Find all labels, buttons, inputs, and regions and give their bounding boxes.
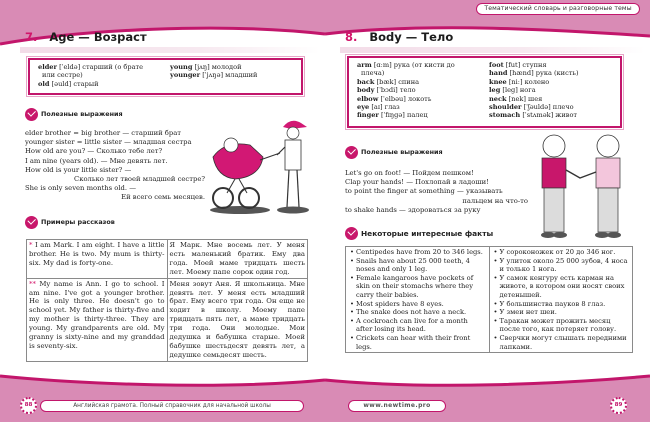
story-russian: Меня зовут Аня. Я школьница. Мне девять лет. У меня есть младший брат. Ему всего три года. Он еще не ходит в школу. Моему папе тридцать пять лет, а маме тридцать три года. Они молодые. Мои дедушка и бабушка старые. Моей бабушке шестьдесят девять лет, а дедушке семьдесят шесть. [167, 278, 308, 361]
story-english: * I am Mark. I am eight. I have a little brother. He is two. My mum is thirty-six. My dad is forty-one. [27, 240, 168, 279]
vocab-entry: younger [ˈjʌŋə] младший [170, 71, 258, 80]
book-title-footer: Английская грамота. Полный справочник для начальной школы [40, 400, 304, 412]
story-row [27, 240, 308, 279]
section-number: 7. [25, 30, 38, 44]
phrase-line: How old is your little sister? — [25, 165, 132, 174]
interesting-facts-table [345, 246, 633, 353]
section-header-tab: Тематический словарь и разговорные темы [476, 3, 640, 15]
section-title [345, 30, 453, 46]
phrase-line: How old are you? — Сколько тебе лет? [25, 147, 163, 156]
vocab-entry: leg [leg] нога [489, 86, 536, 95]
story-row [27, 278, 308, 361]
fact-item: • У змеи нет шеи. [493, 308, 630, 317]
fact-item: • Female kangaroos have pockets of skin on their stomachs where they carry their babies. [349, 274, 486, 300]
fact-item: • Snails have about 25 000 teeth, 4 noses and only 1 leg. [349, 257, 486, 274]
checkmark-icon [25, 108, 38, 121]
page-number-right: 89 [610, 397, 627, 414]
fact-item: • У самок кенгуру есть карман на животе, в котором они носят своих детенышей. [493, 274, 630, 300]
useful-expressions-list [345, 169, 528, 215]
vocab-entry: hand [hænd] рука (кисть) [489, 69, 579, 78]
phrase-line: Let's go on foot! — Пойдем пешком! [345, 169, 474, 177]
useful-expressions-list [25, 129, 205, 203]
fact-item: • У большинства пауков 8 глаз. [493, 300, 630, 309]
useful-expressions-heading: Полезные выражения [345, 145, 443, 159]
facts-english [346, 247, 490, 353]
fact-item: • У сороконожек от 20 до 346 ног. [493, 248, 630, 257]
facts-row [346, 247, 633, 353]
vocabulary-box [347, 56, 622, 128]
title-rule [340, 47, 645, 53]
vocab-entry-continuation: или сестре) [42, 71, 83, 80]
vocab-entry: stomach [ˈstʌmək] живот [489, 111, 578, 120]
facts-russian [489, 247, 633, 353]
phrase-line: пальцем на что-то [462, 196, 528, 205]
vocab-entry: finger [ˈfɪŋgə] палец [357, 111, 428, 120]
section-title [25, 30, 147, 46]
right-page [325, 0, 650, 422]
vocab-entry-continuation: плеча) [361, 69, 385, 78]
interesting-facts-heading: Некоторые интересные факты [345, 226, 493, 240]
useful-expressions-heading: Полезные выражения [25, 107, 123, 121]
phrase-line: Ей всего семь месяцев. [121, 193, 205, 202]
fact-item: • Crickets can hear with their front legs. [349, 334, 486, 351]
checkmark-icon [345, 146, 358, 159]
fact-item: • Centipedes have from 20 to 346 legs. [349, 248, 486, 257]
stories-table [26, 239, 308, 362]
checkmark-icon [345, 227, 358, 240]
section-title-text: Body — Тело [369, 30, 454, 44]
page-number-left: 88 [20, 397, 37, 414]
vocab-entry: arm [ɑːm] рука (от кисти до [357, 61, 455, 69]
vocabulary-column-2 [170, 63, 257, 80]
vocab-entry: neck [nek] шея [489, 94, 543, 103]
vocab-entry: elbow [ˈelbəu] локоть [357, 94, 432, 103]
vocabulary-column-1 [38, 63, 143, 88]
fact-item: • У улиток около 25 000 зубов, 4 носа и только 1 нога. [493, 257, 630, 274]
vocab-entry: young [jʌŋ] молодой [170, 63, 242, 71]
vocabulary-column-2 [489, 61, 579, 120]
story-english: ** My name is Ann. I go to school. I am nine. I've got a younger brother. He is only three. He doesn't go to school yet. My father is thirty-five and my mother is thirty-three. They are young. My grandparents are old. My granny is sixty-nine and my granddad is seventy-six. [27, 278, 168, 361]
vocab-entry: elder [ˈeldə] старший (о брате [38, 63, 144, 71]
fact-item: • A cockroach can live for a month after losing its head. [349, 317, 486, 334]
stories-heading: Примеры рассказов [25, 215, 115, 229]
checkmark-icon [25, 216, 38, 229]
vocab-entry: knee [niː] колено [489, 77, 550, 86]
fact-item: • Most spiders have 8 eyes. [349, 300, 486, 309]
vocab-entry: body [ˈbɔdi] тело [357, 86, 416, 95]
fact-item: • The snake does not have a neck. [349, 308, 486, 317]
vocab-entry: shoulder [ˈʃəuldə] плечо [489, 103, 574, 112]
vocabulary-column-1 [357, 61, 455, 120]
fact-item: • Сверчки могут слышать передними лапками. [493, 334, 630, 351]
phrase-line: Сколько лет твоей младшей сестре? [74, 175, 205, 184]
phrase-line: to shake hands — здороваться за руку [345, 205, 481, 214]
story-russian: Я Марк. Мне восемь лет. У меня есть маленький братик. Ему два года. Моей маме тридцать шесть лет. Моему папе сорок один год. [167, 240, 308, 279]
phrase-line: Clap your hands! — Похлопай в ладоши! [345, 178, 489, 187]
vocab-entry: foot [fut] ступня [489, 61, 547, 69]
phrase-line: elder brother = big brother — старший брат [25, 129, 182, 137]
handshake-illustration [532, 132, 632, 240]
phrase-line: I am nine (years old). — Мне девять лет. [25, 156, 168, 165]
vocab-entry: back [bæk] спина [357, 77, 420, 86]
vocabulary-box [28, 58, 303, 95]
vocab-entry: eye [aɪ] глаз [357, 103, 400, 112]
boy-stroller-illustration [205, 115, 315, 215]
phrase-line: She is only seven months old. — [25, 184, 137, 193]
title-rule [20, 47, 320, 53]
phrase-line: younger sister = little sister — младшая сестра [25, 138, 192, 147]
section-title-text: Age — Возраст [49, 30, 147, 44]
section-number: 8. [345, 30, 358, 44]
vocab-entry: old [əuld] старый [38, 79, 99, 88]
website-link[interactable]: www.newtime.pro [348, 400, 446, 412]
fact-item: • Таракан может прожить месяц после того, как потеряет голову. [493, 317, 630, 334]
phrase-line: to point the finger at something — указывать [345, 187, 503, 196]
